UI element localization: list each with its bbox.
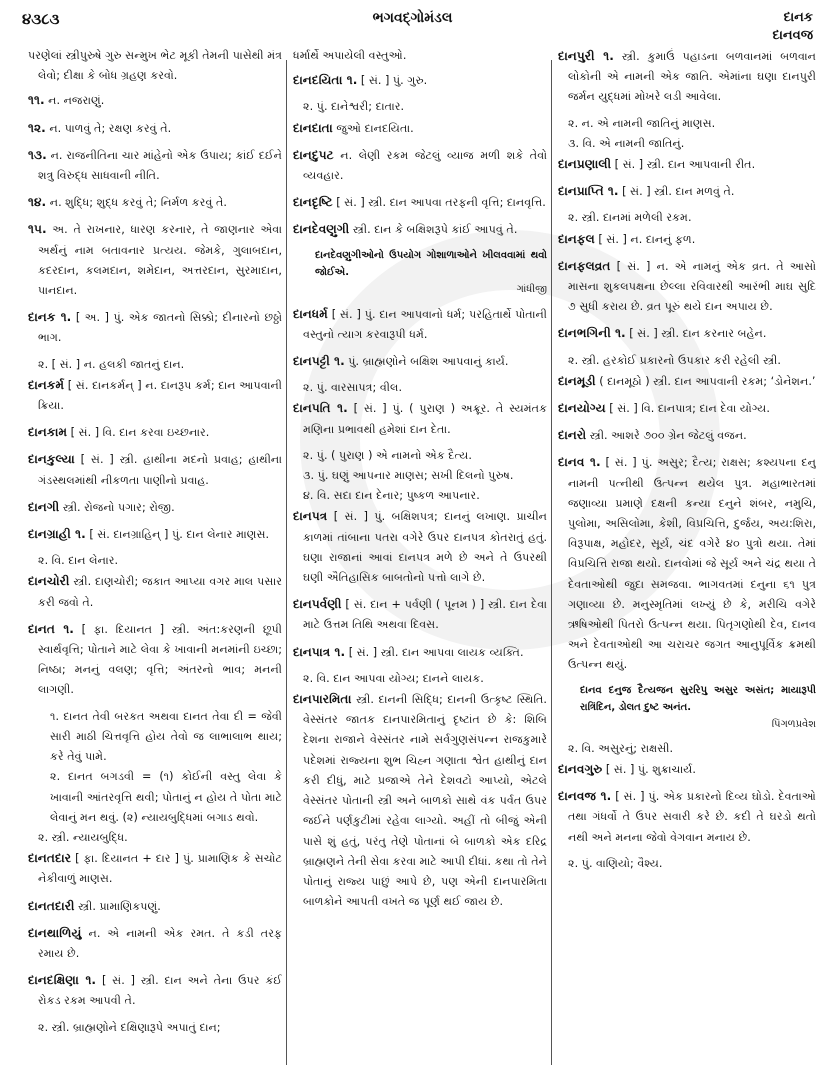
- dictionary-entry: [558, 181, 816, 202]
- dictionary-entry: [28, 524, 282, 545]
- dictionary-entry: [558, 452, 816, 675]
- guide-word-last: દાનવજ: [772, 28, 813, 43]
- sub-sense: ૨. વિ. દાન લેનાર.: [38, 554, 119, 568]
- dictionary-entry: [28, 422, 282, 443]
- definition-text: [ સં. દાનગ્રાહિન્ ] પું. દાન લેનાર માણસ.: [89, 528, 270, 542]
- headword: દાનફલવ્રત: [558, 258, 611, 273]
- headword: દાનકામ: [28, 425, 68, 440]
- headword: ૧૫.: [28, 222, 47, 237]
- headword: ૧૪.: [28, 195, 47, 210]
- headword: દાનપર્વણી: [293, 597, 342, 612]
- definition-text: [ અ. ] પું. એક જાતનો સિક્કો; દીનારનો છઠ્ઠો ભાગ.: [38, 311, 282, 345]
- dictionary-entry: [28, 497, 282, 518]
- dictionary-entry: [28, 118, 282, 139]
- definition-text: [ સં. ] પું. અસુર; દૈત્ય; રાક્ષસ; કશ્યપના દનુ નામની પત્નીથી ઉત્પન્ન થયેલ પુત્ર. મહાભારતમાં જણાવ્યા પ્રમાણે દક્ષની કન્યા દનુને શંબર, નમુચિ, પુલોમા, અસિલોમા, કેશી, વિપ્રચિત્તિ, દુર્જય, અય:શિરા, વિરૂપાક્ષ, મહોદર, સૂર્ય, ચંદ વગેરે ૪૦ પુત્રો થયા. તેમાં વિપ્રચિત્તિ રાજા થયો. દાનવોમાં જે સૂર્ય અને ચંદ્ર થયા તે દેવતાઓથી જુદા સમજવા. ભાગવતમાં દનુના ૬૧ પુત્ર ગણાવ્યા છે. મનુસ્મૃતિમાં લખ્યું છે કે, મરીચિ વગેરે ઋષિઓથી પિતરો ઉત્પન્ન થયા. પિતૃગણોથી દેવ, દાનવ અને દેવતાઓથી આ ચરાચર જગત આનુપૂર્વિક ક્રમથી ઉત્પન્ન થયું.: [568, 456, 816, 672]
- dictionary-entry: [293, 70, 547, 91]
- sub-sense: ૨. સ્ત્રી. દાનમાં મળેલી રકમ.: [568, 211, 692, 225]
- headword: દાનદાતા: [293, 120, 333, 135]
- dictionary-columns: [0, 46, 825, 1071]
- guide-word-first: દાનક: [783, 10, 813, 25]
- definition-text: ધર્માર્થે અપાયેલી વસ્તુઓ.: [293, 49, 407, 62]
- headword: દાનક ૧.: [28, 310, 72, 325]
- running-title: ભગવદ્ગોમંડલ: [372, 10, 453, 26]
- quote-source: ગાંધીજી: [516, 283, 547, 295]
- definition-text: સ્ત્રી. દાનની સિદ્ધિ; દાનની ઉત્કૃષ્ટ સ્થિતિ. વેસ્સંતર જાતક દાનપારમિતાનું દૃષ્ટાંત છે કે: શિબિ દેશના રાજાને વેસ્સંતર નામે સર્વગુણસંપન્ન રાજકુમારે પદેશમાં રાજ્યના શુભ ચિહ્ન ગણાતા શ્વેત હાથીનું દાન કરી દીધું, માટે પ્રજાએ તેને દેશવટો આપ્યો, એટલે વેસ્સંતર પોતાની સ્ત્રી અને બાળકો સાથે વંક પર્વત ઉપર જઈને પર્ણકુટીમાં રહેવા લાગ્યો. અહીં તો બીજું એની પાસે શું હતું, પરંતુ તેણે પોતાનાં બે બાળકો એક દરિદ્ર બ્રાહ્મણને તેની સેવા કરવા માટે આપી દીધાં. કથા તો તેને પોતાનું રાજ્ય પાછું આપે છે, પણ એની દાનપારમિતા બાળકોને આપતી વખતે જ પૂર્ણ થઈ જાય છે.: [303, 693, 547, 909]
- headword: દાનવજ ૧.: [558, 789, 612, 804]
- headword: દાનપાત્ર ૧.: [293, 644, 346, 659]
- definition-text: [ સં. ] સ્ત્રી. દાન અને તેના ઉપર કંઈ રોકડ રકમ આપવી તે.: [38, 974, 282, 1008]
- definition-text: [ સં. ] પું. ગુરુ.: [360, 74, 428, 88]
- definition-text: ( દાનમૂઠો ) સ્ત્રી. દાન આપવાની રકમ; ‘ડોનેશન.’: [599, 374, 816, 388]
- dictionary-entry: [558, 371, 816, 392]
- definition-text: સ્ત્રી. રોજનો પગાર; રોજી.: [62, 500, 175, 514]
- headword: દાનમૂડી: [558, 373, 596, 388]
- headword: દાનદુપટ: [293, 147, 334, 162]
- definition-text: [ સં. ] પું. શુક્રાચાર્ય.: [605, 762, 696, 776]
- definition-text: ન. રાજનીતિના ચાર માંહેનો એક ઉપાય; કાંઈ દઈને શત્રુ વિરુદ્ધ સાધવાની નીતિ.: [38, 148, 282, 183]
- dictionary-entry: [293, 145, 547, 186]
- dictionary-entry: [293, 506, 547, 588]
- headword: દાનફલ: [558, 231, 595, 246]
- definition-text: સ્ત્રી. દાણચોરી; જકાત આપ્યા વગર માલ પસાર કરી જવો તે.: [38, 575, 282, 609]
- headword: દાનપત્ર: [293, 509, 328, 524]
- definition-text: [ ફા. દિયાનત ] સ્ત્રી. અંત:કરણની છૂપી સ્વાર્થવૃત્તિ; પોતાને માટે લેવા કે ખાવાની મનમાંની ઇચ્છા; નિષ્ઠા; મનનું વલણ; વૃત્તિ; અંતરનો ભાવ; મનની લાગણી.: [38, 622, 282, 697]
- dictionary-entry: [28, 449, 282, 490]
- page-number: ૪૩૮૩: [22, 10, 60, 28]
- dictionary-entry: [293, 304, 547, 345]
- dictionary-entry: [558, 759, 816, 780]
- sub-sense: ૨. સ્ત્રી. ન્યાયબુદ્ધિ.: [38, 830, 128, 844]
- quote-source: પિંગળપ્રવેશ: [771, 718, 816, 730]
- definition-text: [ સં. ] ન. દાનનું ફળ.: [598, 232, 696, 246]
- dictionary-entry: [28, 46, 282, 86]
- definition-text: [ સં. ] પું. એક પ્રકારનો દિવ્ય ઘોડો. દેવતાઓ તથા ગંધર્વો તે ઉપર સવારી કરે છે. કદી તે ઘરડો થતો નથી અને મનના જેવો વેગવાન મનાય છે.: [568, 790, 816, 844]
- dictionary-entry: [558, 256, 816, 318]
- headword: દાનયોગ્ય: [558, 401, 606, 416]
- definition-text: [ સં. દાન + પર્વણી ( પૂનમ ) ] સ્ત્રી. દાન દેવા માટે ઉત્તમ તિથિ અથવા દિવસ.: [303, 598, 547, 632]
- headword: ૧૩.: [28, 147, 47, 162]
- headword: દાનપટ્ટી ૧.: [293, 354, 345, 369]
- idiom-example: ૧. દાનત તેવી બરકત અથવા દાનત તેવા દી = જેવી સારી માઠી ચિત્તવૃત્તિ હોય તેવો જ લાભાલાભ થાય; કરે તેવું પામે.: [50, 709, 282, 764]
- idiom-example: ૨. દાનત બગડવી = (૧) કોઈની વસ્તુ લેવા કે ખાવાની આંતરવૃત્તિ થવી; પોતાનું ન હોય તે પોતા માટે લેવાનું મન થવું. (૨) ન્યાયબુદ્ધિમાં બગાડ થવો.: [50, 770, 282, 824]
- headword: દાનકર્મ: [28, 377, 65, 392]
- headword: દાનપ્રાપ્તિ ૧.: [558, 184, 619, 199]
- definition-text: ન. પાળવું તે; રક્ષણ કરવું તે.: [49, 121, 172, 135]
- dictionary-entry: [28, 375, 282, 416]
- dictionary-entry: [558, 398, 816, 419]
- sub-sense: ૨. પું. ( પુરાણ ) એ નામનો એક દૈત્ય.: [303, 448, 472, 462]
- dictionary-entry: [28, 970, 282, 1011]
- sub-sense: ૨. પું. વારસાપત્ર; વીલ.: [303, 381, 403, 395]
- dictionary-entry: [558, 323, 816, 344]
- definition-text: [ સં. દાનકર્મન્ ] ન. દાનરૂપ કર્મ; દાન આપવાની ક્રિયા.: [38, 378, 282, 413]
- dictionary-entry: [28, 571, 282, 612]
- definition-text: જુઓ દાનદયિતા.: [336, 121, 414, 135]
- dictionary-entry: [28, 90, 282, 111]
- headword: દાનપતિ ૧.: [293, 401, 348, 416]
- definition-text: પું. બ્રાહ્મણોને બક્ષિશ આપવાનું કાર્ય.: [348, 355, 509, 369]
- dictionary-entry: [28, 219, 282, 301]
- sub-sense: ૨. પું. દાનેશ્વરી; દાતાર.: [303, 100, 405, 114]
- headword: દાનવગુરુ: [558, 761, 603, 776]
- definition-text: પરણેલાં સ્ત્રીપુરુષે ગુરુ સન્મુખ ભેટ મૂકી તેમની પાસેથી મંત્ર લેવો; દીક્ષા કે બોધ ગ્રહણ કરવો.: [28, 49, 282, 83]
- dictionary-entry: [293, 398, 547, 439]
- column-3: [558, 46, 816, 1071]
- headword: દાનત ૧.: [28, 621, 74, 636]
- headword: દાનકુલ્યા: [28, 452, 75, 467]
- citation-quote: [558, 682, 816, 733]
- dictionary-entry: [28, 923, 282, 964]
- definition-text: ન. લેણી રકમ જેટલું વ્યાજ મળી શકે તેવો વ્યવહાર.: [303, 148, 547, 183]
- headword: દાનતદારી: [28, 898, 75, 913]
- dictionary-entry: [293, 118, 547, 139]
- headword: દાનદેવણુગી: [293, 222, 350, 237]
- definition-text: ન. એ નામની એક રમત. તે કડી તરફ રમાય છે.: [38, 926, 282, 960]
- definition-text: [ સં. ] સ્ત્રી. દાન આપવા તરફની વૃત્તિ; દાનવૃત્તિ.: [336, 196, 546, 210]
- citation-quote: [293, 247, 547, 298]
- definition-text: સ્ત્રી. કુમાઉં પહાડના બળવાનમાં બળવાન લોકોની એ નામની એક જાતિ. એમાંના ઘણા દાનપુરી જર્મન યુદ્ધમાં મોખરે લડી આવેલા.: [568, 50, 816, 104]
- dictionary-entry: [28, 307, 282, 348]
- dictionary-entry: [293, 642, 547, 663]
- dictionary-entry: [28, 145, 282, 186]
- dictionary-entry: [293, 46, 547, 66]
- headword: દાનગ્રાહી ૧.: [28, 527, 86, 542]
- sub-sense: ૩. વિ. એ નામની જાતિનું.: [568, 136, 685, 150]
- definition-text: ન. નજરાણું.: [48, 94, 105, 108]
- headword: દાનભગિની ૧.: [558, 326, 626, 341]
- quote-text: દાનવ દનુજ દૈત્યજન સુરરિપુ અસુર અસંત; માયારૂપી રાત્રિંદિન, ડોલત દુષ્ટ અનંત.: [580, 684, 816, 713]
- dictionary-entry: [28, 896, 282, 917]
- sub-sense: ૨. વિ. અસુરનું; રાક્ષસી.: [568, 741, 674, 755]
- headword: દાનધર્મ: [293, 306, 328, 321]
- definition-text: [ સં. ] સ્ત્રી. હાથીના મદનો પ્રવાહ; હાથીના ગંડસ્થલમાંથી નીકળતા પાણીનો પ્રવાહ.: [38, 453, 282, 487]
- definition-text: [ સં. ] પું. દાન આપવાનો ધર્મ; પરહિતાર્થે પોતાની વસ્તુનો ત્યાગ કરવારૂપી ધર્મ.: [303, 307, 547, 341]
- definition-text: સ્ત્રી. પ્રામાણિકપણું.: [78, 899, 161, 913]
- definition-text: [ સં. ] સ્ત્રી. દાન આપવાની રીત.: [614, 158, 756, 172]
- headword: દાનપ્રણાલી: [558, 157, 612, 172]
- definition-text: [ ફા. દિયાનત + દાર ] પું. પ્રામાણિક કે સચોટ નેકીવાળું માણસ.: [38, 852, 282, 886]
- definition-text: અ. તે રાખનાર, ધારણ કરનાર, તે જાણનાર એવા અર્થનું નામ બતાવનાર પ્રત્યય. જેમકે, ગુલાબદાન, કદરદાન, કલમદાન, શમેદાન, અત્તરદાન, સુરમાદાન, પાનદાન.: [38, 223, 282, 298]
- definition-text: [ સં. ] પું. બક્ષિશપત્ર; દાનનું લખાણ. પ્રાચીન કાળમાં તાંબાના પતરા વગેરે ઉપર દાનપત્ર કોતરાતું હતું. ઘણા રાજાનાં આવાં દાનપત્ર મળે છે અને તે ઉપરથી ઘણી ઐતિહાસિક બાબતોનો પત્તો લાગે છે.: [303, 510, 547, 585]
- dictionary-entry: [558, 425, 816, 446]
- headword: દાનદયિતા ૧.: [293, 73, 358, 88]
- column-2: [293, 46, 547, 1071]
- headword: દાનતદાર: [28, 851, 72, 866]
- dictionary-entry: [28, 192, 282, 213]
- dictionary-entry: [558, 154, 816, 175]
- definition-text: [ સં. ] સ્ત્રી. દાન કરનાર બહેન.: [629, 327, 767, 341]
- headword: દાનવ ૧.: [558, 455, 601, 470]
- quote-text: દાનદેવણુગીઓનો ઉપયોગ ગોશાળાઓને ખીલવવામાં થવો જોઈએ.: [315, 249, 547, 278]
- dictionary-entry: [293, 192, 547, 213]
- headword: દાનથાળિયું: [28, 925, 82, 940]
- definition-text: [ સં. ] સ્ત્રી. દાન આપવા લાયક વ્યક્તિ.: [348, 645, 524, 659]
- headword: દાનગી: [28, 499, 60, 514]
- definition-text: [ સં. ] પું. ( પુરાણ ) અક્રૂર. તે સ્યમંતક મણિના પ્રભાવથી હમેશાં દાન દેતા.: [303, 402, 547, 436]
- sub-sense: ૨. વિ. દાન આપવા યોગ્ય; દાનને લાયક.: [303, 671, 484, 685]
- definition-text: [ સં. ] સ્ત્રી. દાન મળવું તે.: [622, 185, 735, 199]
- definition-text: [ સં. ] વિ. દાન કરવા ઇચ્છનાર.: [70, 426, 210, 440]
- definition-text: સ્ત્રી. દાન કે બક્ષિશરૂપે કાંઈ આપવું તે.: [352, 223, 518, 237]
- headword: દાનદક્ષિણા ૧.: [28, 973, 97, 988]
- definition-text: સ્ત્રી. આશરે ૭૦૦ ગ્રેન જેટલું વજન.: [589, 429, 747, 443]
- headword: દાનપારમિતા: [293, 692, 352, 707]
- dictionary-entry: [293, 594, 547, 635]
- dictionary-entry: [28, 619, 282, 701]
- definition-text: ન. શુદ્ધિ; શુદ્ધ કરવું તે; નિર્મળ કરવું તે.: [49, 196, 227, 210]
- headword: ૧૧.: [28, 93, 45, 108]
- sub-sense: ૨. સ્ત્રી. હરકોઈ પ્રકારનો ઉપકાર કરી રહેલી સ્ત્રી.: [568, 353, 781, 367]
- dictionary-entry: [558, 46, 816, 108]
- headword: દાનચોરી: [28, 574, 70, 589]
- dictionary-entry: [558, 786, 816, 848]
- sub-sense: ૨. સ્ત્રી. બ્રાહ્મણોને દક્ષિણારૂપે અપાતું દાન;: [38, 1020, 221, 1034]
- dictionary-entry: [558, 229, 816, 250]
- sub-sense: ૩. પું. ઘણું આપનાર માણસ; સખી દિલનો પુરુષ.: [303, 469, 514, 483]
- sub-sense: ૨. ન. એ નામની જાતિનું માણસ.: [568, 116, 716, 130]
- dictionary-entry: [28, 848, 282, 889]
- headword: દાનદૃષ્ટિ: [293, 195, 333, 210]
- sub-sense: ૨. [ સં. ] ન. હલકી જાતનું દાન.: [38, 357, 185, 371]
- sub-sense: ૨. પું. વાણિયો; વૈશ્ય.: [568, 856, 663, 870]
- page-header: [0, 4, 825, 44]
- headword: ૧૨.: [28, 120, 46, 135]
- definition-text: [ સં. ] વિ. દાનપાત્ર; દાન દેવા યોગ્ય.: [609, 402, 770, 416]
- dictionary-entry: [293, 689, 547, 912]
- dictionary-entry: [293, 219, 547, 240]
- definition-text: [ સં. ] ન. એ નામનું એક વ્રત. તે આસો માસના શુકલપક્ષના છેલ્લા રવિવારથી આરંભી માઘ સુદિ ૭ સુધી કરાય છે. વ્રત પૂરું થયે દાન અપાય છે.: [568, 259, 816, 314]
- headword: દાનરો: [558, 428, 587, 443]
- dictionary-entry: [293, 351, 547, 372]
- sub-sense: ૪. વિ. સદા દાન દેનાર; પુષ્કળ આપનાર.: [303, 489, 480, 503]
- column-1: [28, 46, 282, 1071]
- headword: દાનપુરી ૧.: [558, 49, 614, 63]
